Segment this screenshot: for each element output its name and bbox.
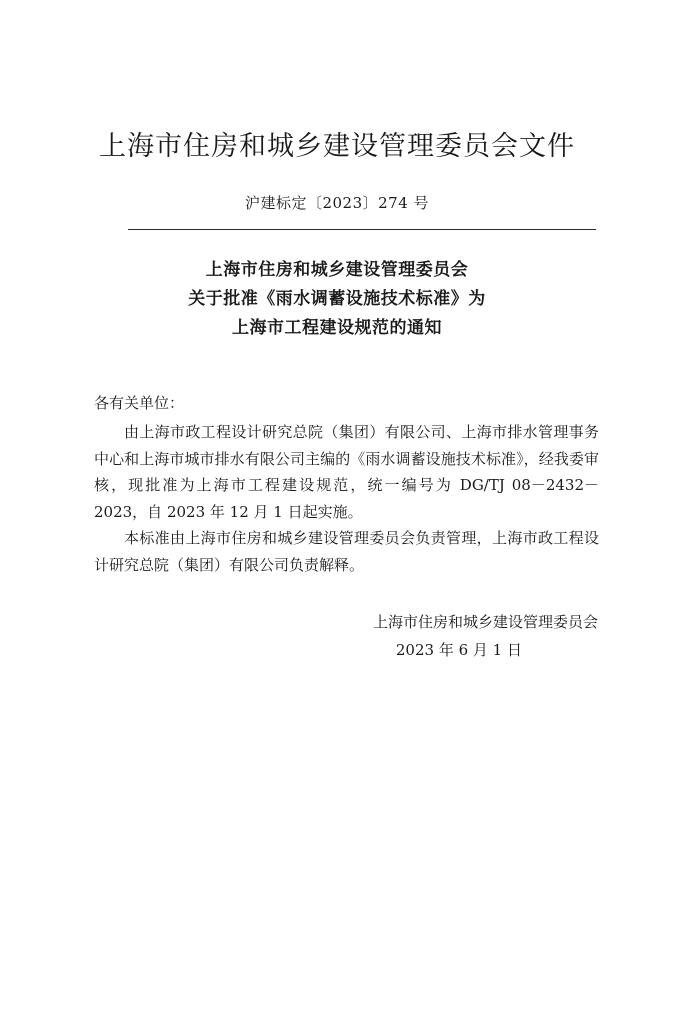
body-paragraph: 本标准由上海市住房和城乡建设管理委员会负责管理，上海市政工程设计研究总院（集团）有限公司负责解释。 — [94, 529, 599, 574]
document-number: 沪建标定〔2023〕274 号 — [244, 194, 430, 212]
notice-title-line: 上海市工程建设规范的通知 — [232, 318, 442, 338]
notice-title-line: 上海市住房和城乡建设管理委员会 — [205, 260, 469, 280]
notice-body — [94, 419, 599, 578]
salutation: 各有关单位： — [94, 394, 185, 412]
issuer-name: 上海市住房和城乡建设管理委员会 — [372, 613, 598, 631]
signature-block — [373, 608, 598, 664]
agency-title: 上海市住房和城乡建设管理委员会文件 — [99, 131, 575, 162]
header-divider — [128, 229, 596, 230]
body-paragraph: 由上海市政工程设计研究总院（集团）有限公司、上海市排水管理事务中心和上海市城市排水有限公司主编的《雨水调蓄设施技术标准》，经我委审核，现批准为上海市工程建设规范，统一编号为 DG/TJ 08－2432－2023，自 2023 年 12 月 1 日起实施。 — [94, 423, 599, 521]
notice-title — [0, 256, 674, 343]
issue-date: 2023 年 6 月 1 日 — [395, 641, 522, 659]
notice-title-line: 关于批准《雨水调蓄设施技术标准》为 — [188, 289, 486, 309]
